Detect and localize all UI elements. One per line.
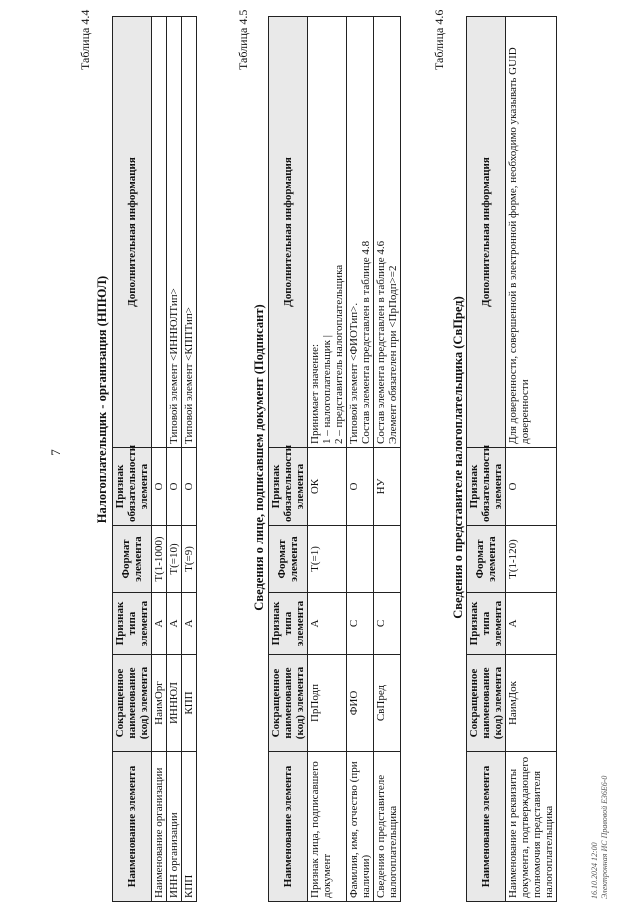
footer-doc: Электронная ИС Правовой ЕЗ6Е6-0 xyxy=(600,775,609,899)
table-row xyxy=(506,17,557,902)
table-4-6-caption: Сведения о представителе налогоплательщика (СвПред) xyxy=(451,296,465,619)
cell-info: Для доверенности, совершенной в электронной форме, необходимо указывать GUID доверенности xyxy=(506,17,557,448)
col-header-required: Признак обязательности элемента xyxy=(113,448,152,526)
cell-format: T(=1) xyxy=(308,526,347,593)
cell-name: ИНН организации xyxy=(167,752,182,902)
footer-stamp xyxy=(590,776,610,899)
cell-code: ПрПодп xyxy=(308,655,347,752)
table-row xyxy=(182,17,197,902)
cell-type: А xyxy=(182,593,197,655)
cell-name: Фамилия, имя, отчество (при наличии) xyxy=(347,752,374,902)
table-4-5-caption: Сведения о лице, подписавшем документ (Подписант) xyxy=(252,304,266,611)
cell-code: КПП xyxy=(182,655,197,752)
cell-info: Типовой элемент <КППТип> xyxy=(182,17,197,448)
col-header-code: Сокращенное наименование (код) элемента xyxy=(269,655,308,752)
col-header-type: Признак типа элемента xyxy=(113,593,152,655)
col-header-info: Дополнительная информация xyxy=(113,17,152,448)
table-4-6-label: Таблица 4.6 xyxy=(432,9,446,70)
table-4-5-label: Таблица 4.5 xyxy=(236,9,250,70)
table-header-row xyxy=(113,17,152,902)
cell-format: T(=10) xyxy=(167,526,182,593)
cell-code: ФИО xyxy=(347,655,374,752)
table-4-6 xyxy=(466,16,557,902)
cell-name: Наименование и реквизиты документа, подтверждающего полномочия представителя налогоплательщика xyxy=(506,752,557,902)
col-header-required: Признак обязательности элемента xyxy=(467,448,506,526)
cell-info xyxy=(347,17,374,448)
col-header-info: Дополнительная информация xyxy=(269,17,308,448)
footer-date: 16.10.2024 12:00 xyxy=(590,842,599,899)
col-header-type: Признак типа элемента xyxy=(269,593,308,655)
table-row xyxy=(374,17,401,902)
page-number: 7 xyxy=(48,449,63,456)
cell-required: О xyxy=(347,448,374,526)
cell-type: А xyxy=(167,593,182,655)
cell-type: А xyxy=(308,593,347,655)
cell-type: А xyxy=(506,593,557,655)
cell-code: СвПред xyxy=(374,655,401,752)
info-line: 1 – налогоплательщик | xyxy=(321,335,333,444)
cell-name: Признак лица, подписавшего документ xyxy=(308,752,347,902)
table-header-row xyxy=(467,17,506,902)
info-line: Состав элемента представлен в таблице 4.8 xyxy=(360,240,372,444)
cell-name: Наименование организации xyxy=(152,752,167,902)
cell-type: С xyxy=(374,593,401,655)
table-4-4-caption: Налогоплательщик - организация (НПЮЛ) xyxy=(95,275,109,524)
cell-info xyxy=(374,17,401,448)
table-row xyxy=(347,17,374,902)
cell-format xyxy=(374,526,401,593)
table-4-5 xyxy=(268,16,401,902)
table-row xyxy=(167,17,182,902)
cell-code: ИННЮЛ xyxy=(167,655,182,752)
col-header-format: Формат элемента xyxy=(269,526,308,593)
cell-format: T(=9) xyxy=(182,526,197,593)
cell-required: О xyxy=(506,448,557,526)
info-line: Элемент обязателен при <ПрПодп>=2 xyxy=(387,265,399,444)
info-line: Типовой элемент <ФИОТип>. xyxy=(348,302,360,444)
cell-info xyxy=(152,17,167,448)
cell-required: О xyxy=(152,448,167,526)
cell-name: Сведения о представителе налогоплательщика xyxy=(374,752,401,902)
col-header-info: Дополнительная информация xyxy=(467,17,506,448)
col-header-name: Наименование элемента xyxy=(269,752,308,902)
cell-required: НУ xyxy=(374,448,401,526)
cell-format: T(1-120) xyxy=(506,526,557,593)
info-line: 2 – представитель налогоплательщика xyxy=(333,264,345,444)
cell-info xyxy=(308,17,347,448)
col-header-type: Признак типа элемента xyxy=(467,593,506,655)
table-row xyxy=(308,17,347,902)
cell-required: О xyxy=(182,448,197,526)
table-header-row xyxy=(269,17,308,902)
col-header-name: Наименование элемента xyxy=(467,752,506,902)
col-header-required: Признак обязательности элемента xyxy=(269,448,308,526)
col-header-format: Формат элемента xyxy=(113,526,152,593)
info-line: Принимает значение: xyxy=(309,343,321,444)
cell-format: T(1-1000) xyxy=(152,526,167,593)
cell-format xyxy=(347,526,374,593)
cell-name: КПП xyxy=(182,752,197,902)
col-header-format: Формат элемента xyxy=(467,526,506,593)
cell-type: А xyxy=(152,593,167,655)
table-4-4 xyxy=(112,16,197,902)
table-4-4-label: Таблица 4.4 xyxy=(78,9,92,70)
cell-info: Типовой элемент <ИННЮЛТип> xyxy=(167,17,182,448)
col-header-code: Сокращенное наименование (код) элемента xyxy=(467,655,506,752)
table-row xyxy=(152,17,167,902)
col-header-name: Наименование элемента xyxy=(113,752,152,902)
cell-code: НаимОрг xyxy=(152,655,167,752)
cell-required: ОК xyxy=(308,448,347,526)
cell-code: НаимДок xyxy=(506,655,557,752)
col-header-code: Сокращенное наименование (код) элемента xyxy=(113,655,152,752)
info-line: Состав элемента представлен в таблице 4.6 xyxy=(375,240,387,444)
cell-type: С xyxy=(347,593,374,655)
cell-required: О xyxy=(167,448,182,526)
